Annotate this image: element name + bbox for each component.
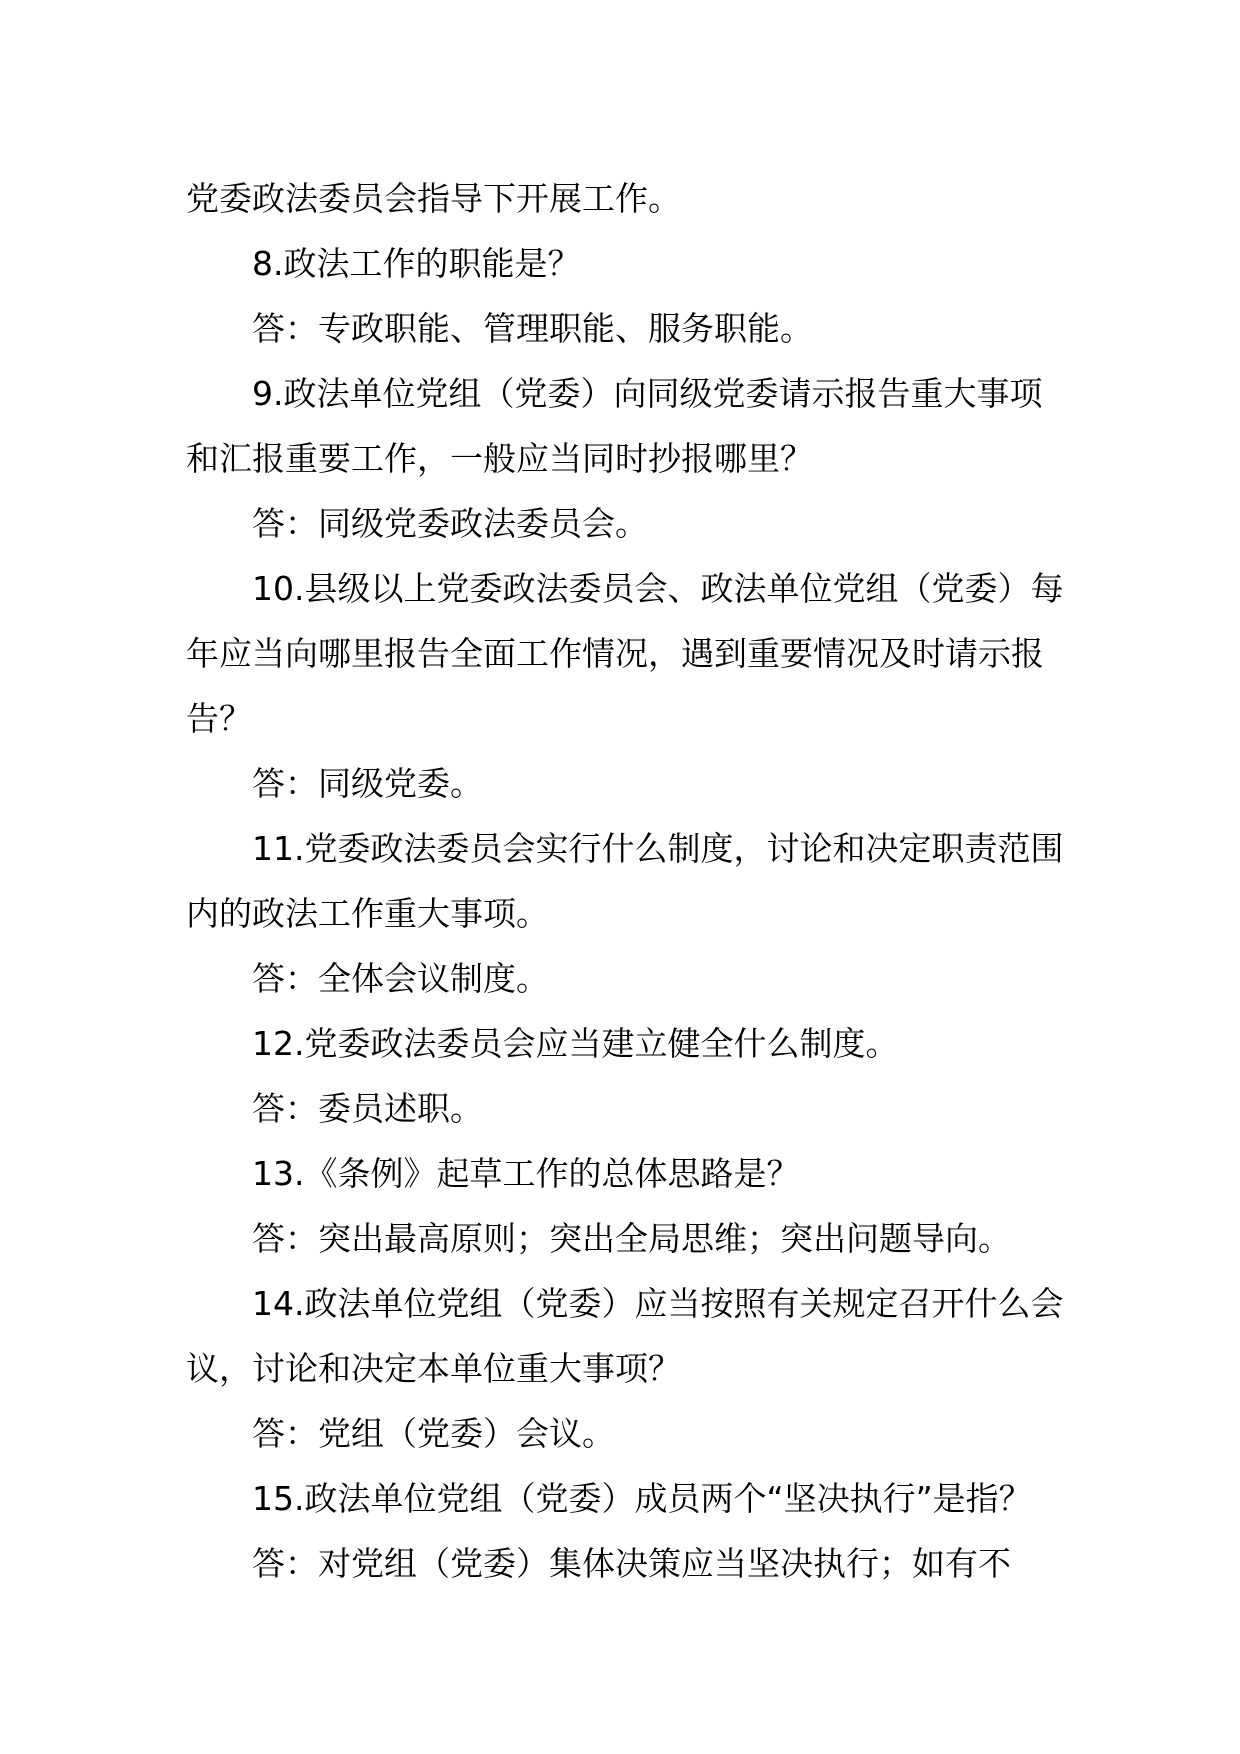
question-12: 12.党委政法委员会应当建立健全什么制度。 [252,1024,899,1063]
question-13: 13.《条例》起草工作的总体思路是？ [252,1154,800,1193]
answer-12: 答：委员述职。 [252,1089,483,1128]
question-15: 15.政法单位党组（党委）成员两个“坚决执行”是指？ [252,1479,1032,1518]
question-14: 14.政法单位党组（党委）应当按照有关规定召开什么会议，讨论和决定本单位重大事项？ [186,1284,1064,1388]
question-9: 9.政法单位党组（党委）向同级党委请示报告重大事项和汇报重要工作，一般应当同时抄报哪里？ [186,374,1043,478]
document-body [186,166,1066,1596]
question-10: 10.县级以上党委政法委员会、政法单位党组（党委）每年应当向哪里报告全面工作情况，遇到重要情况及时请示报告？ [186,569,1064,738]
answer-10: 答：同级党委。 [252,764,483,803]
question-11: 11.党委政法委员会实行什么制度，讨论和决定职责范围内的政法工作重大事项。 [186,829,1064,933]
answer-15: 答：对党组（党委）集体决策应当坚决执行；如有不 [252,1544,1011,1583]
answer-13: 答：突出最高原则；突出全局思维；突出问题导向。 [252,1219,1011,1258]
answer-14: 答：党组（党委）会议。 [252,1414,615,1453]
question-8: 8.政法工作的职能是？ [252,244,581,283]
paragraph: 党委政法委员会指导下开展工作。 [186,179,681,218]
answer-9: 答：同级党委政法委员会。 [252,504,648,543]
answer-8: 答：专政职能、管理职能、服务职能。 [252,309,813,348]
answer-11: 答：全体会议制度。 [252,959,549,998]
